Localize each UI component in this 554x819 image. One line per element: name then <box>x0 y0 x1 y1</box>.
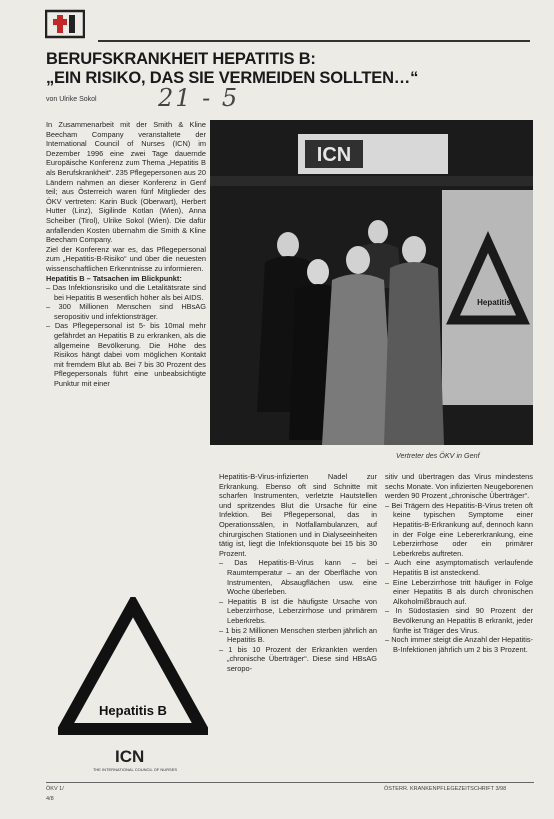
list-item: – Noch immer steigt die Anzahl der Hepatitis-B-Infektionen jährlich um 2 bis 3 Prozent. <box>385 635 533 654</box>
list-item: – Bei Trägern des Hepatitis-B-Virus treten oft keine typischen Symptome einer Hepatitis-B-Erkrankung auf, dennoch kann in der Folge eine Lebererkrankung, eine Leberzirrhose oder ein primärer Leberkrebs auftreten. <box>385 501 533 559</box>
facts-list-3 <box>385 501 533 655</box>
list-item: – In Südostasien sind 90 Prozent der Bevölkerung an Hepatitis B erkrankt, jeder fünfte ist Träger des Virus. <box>385 606 533 635</box>
carrier-paragraph: sitiv und übertragen das Virus mindestens sechs Monate. Von infizierten Neugeborenen werden 90 Prozent „chronische Überträger“. <box>385 472 533 501</box>
icn-logo-subtitle: THE INTERNATIONAL COUNCIL OF NURSES <box>92 767 178 772</box>
warning-triangle-icon <box>58 597 208 737</box>
icn-logo-icon <box>70 745 200 773</box>
list-item: – Hepatitis B ist die häufigste Ursache von Leberzirrhose, Leberzirrhose und primärem Leberkrebs. <box>219 597 377 626</box>
warning-sign-label: Hepatitis B <box>99 703 167 718</box>
article-column-3 <box>385 472 533 654</box>
list-item: – Das Infektionsrisiko und die Letalitätsrate sind bei Hepatitis B wesentlich höher als bei AIDS. <box>46 283 206 302</box>
photo-icn-banner: ICN <box>316 144 352 166</box>
footer-right: ÖSTERR. KRANKENPFLEGEZEITSCHRIFT 3/98 <box>384 786 507 792</box>
group-photo <box>210 120 533 445</box>
article-column-1 <box>46 120 206 389</box>
article-column-2 <box>219 472 377 673</box>
facts-subhead: Hepatitis B – Tatsachen im Blickpunkt: <box>46 273 182 283</box>
list-item: – Das Hepatitis-B-Virus kann – bei Raumtemperatur – an der Oberfläche von Instrumenten, Absaugflächen usw. eine Woche überleben. <box>219 558 377 596</box>
icn-logo-mark: ICN <box>115 747 145 766</box>
intro-paragraph: In Zusammenarbeit mit der Smith & Kline Beecham Company veranstaltete der International Council of Nurses (ICN) im Dezember 1996 eine zwei Tage dauernde Europäische Konferenz zum Thema „Hepatitis B als Berufskrankheit“. 235 Pflegepersonen aus 20 Ländern nahmen an dieser Konferenz in Genf teil; aus Österreich waren fünf Mitglieder des ÖKV vertreten: Karin Buck (Oberwart), Herbert Hutter (Linz), Sigilinde Kotlan (Wien), Anna Scheiber (Tirol), Ulrike Sokol (Wien). Die dafür anfallenden Kosten übernahm die Smith & Kline Beecham Company. <box>46 120 206 245</box>
byline: von Ulrike Sokol <box>46 96 97 103</box>
bottom-rule <box>46 782 534 783</box>
photo-caption: Vertreter des ÖKV in Genf <box>396 451 480 460</box>
list-item: – 300 Millionen Menschen sind HBsAG seropositiv und infektionsträger. <box>46 302 206 321</box>
list-item: – 1 bis 10 Prozent der Erkrankten werden „chronische Überträger“. Diese sind HBsAG seropo- <box>219 645 377 674</box>
handwritten-note: 21 - 5 <box>158 84 240 112</box>
list-item: – 1 bis 2 Millionen Menschen sterben jährlich an Hepatitis B. <box>219 626 377 645</box>
page-title: BERUFSKRANKHEIT HEPATITIS B: „EIN RISIKO, DAS SIE VERMEIDEN SOLLTEN…“ <box>46 50 419 87</box>
list-item: – Auch eine asymptomatisch verlaufende Hepatitis B ist ansteckend. <box>385 558 533 577</box>
aim-paragraph: Ziel der Konferenz war es, das Pflegepersonal zum „Hepatitis-B-Risiko“ und über die neuesten wissenschaftlichen Erkenntnisse zu informieren. <box>46 244 206 273</box>
footer-left: ÖKV 1/ <box>46 786 64 792</box>
infection-paragraph: Hepatitis-B-Virus-infizierten Nadel zur Erkrankung. Ebenso oft sind Schnitte mit scharfen Instrumenten, verletzte Hautstellen und spritzendes Blut die Ursache für eine Infektion. Bei Pflegepersonal, das in Operationssälen, in Notfallambulanzen, auf chirurgischen Stationen und in Dialyseeinheiten tätig ist, liegt die Infektionsquote bei 15 bis 30 Prozent. <box>219 472 377 558</box>
facts-list-2 <box>219 558 377 673</box>
page-number: 4/8 <box>46 796 54 802</box>
facts-list <box>46 283 206 389</box>
photo-sign-label: Hepatitis B <box>477 298 519 307</box>
top-rule <box>98 40 530 42</box>
list-item: – Das Pflegepersonal ist 5- bis 10mal mehr gefährdet an Hepatitis B zu erkranken, als die allgemeine Bevölkerung. Die Höhe des Risikos hängt dabei vom möglichen Kontakt mit fremdem Blut ab. Bei 7 bis 30 Prozent des Pflegepersonals führt eine unbeabsichtigte Punktur mit einer <box>46 321 206 388</box>
oekv-logo-icon <box>45 9 85 39</box>
list-item: – Eine Leberzirrhose tritt häufiger in Folge einer Hepatitis B als durch chronischen Alkoholmißbrauch auf. <box>385 578 533 607</box>
